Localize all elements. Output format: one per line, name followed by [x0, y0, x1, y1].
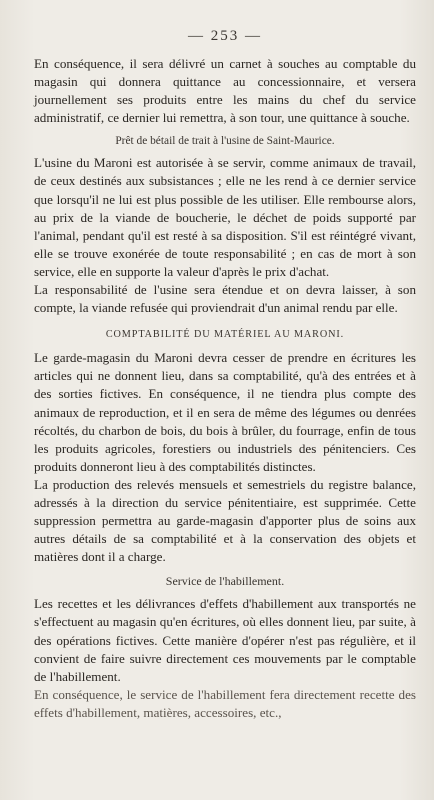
section-heading-materiel-accounting: COMPTABILITÉ DU MATÉRIEL AU MARONI. [105, 329, 345, 341]
paragraph: La responsabilité de l'usine sera étendue et on devra laisser, à son compte, la viande refusée qui proviendrait d'un animal rendu par elle. [34, 282, 416, 316]
paragraph: L'usine du Maroni est autorisée à se servir, comme animaux de travail, de ceux destinés aux subsistances ; elle ne les rend à ce dernier service que lorsqu'il ne lui est plus possible de les utiliser. Elle rembourse alors, au prix de la viande de boucherie, le déchet de poids supporté par l'animal, pendant qu'il est resté à sa disposition. S'il est réintégré vivant, elle se trouve exonérée de toute responsabilité ; en cas de mort à son service, elle en supporte la valeur d'après le prix d'achat. [34, 155, 416, 279]
paragraph: La production des relevés mensuels et semestriels du registre balance, adressés à la direction du service pénitentiaire, est supprimée. Cette suppression permettra au garde-magasin d'apporter plus de soins aux autres détails de sa comptabilité et à la conservation des objets et matières dont il a charge. [34, 476, 416, 565]
section-heading-livestock-loan: Prêt de bétail de trait à l'usine de Saint-Maurice. [115, 135, 335, 148]
paragraph: Les recettes et les délivrances d'effets d'habillement aux transportés ne s'effectuent au magasin qu'en écritures, où elles donnent lieu, par suite, à des opérations fictives. Cette manière d'opérer n'est pas régulière, et il convient de faire suivre directement ces mouvements par le comptable de l'habillement. [34, 596, 416, 684]
page-number: — 253 — [188, 28, 262, 44]
paragraph: En conséquence, il sera délivré un carnet à souches au comptable du magasin qui donnera quittance au concessionnaire, et versera journellement ses produits entre les mains du chef du service administratif, ce dernier lui remettra, à son tour, une quittance à souche. [34, 56, 416, 126]
paragraph: Le garde-magasin du Maroni devra cesser de prendre en écritures les articles qui ne donnent lieu, dans sa comptabilité, qu'à des entrées et à des sorties fictives. En conséquence, il ne tiendra plus compte des animaux de reproduction, et il en sera de même des légumes ou denrées récoltés, du charbon de bois, du bois à brûler, du fourrage, enfin de tous les produits agricoles, forestiers ou industriels des pénitenciers. Ces produits donneront lieu à des comptabilités distinctes. [34, 350, 416, 474]
section-heading-clothing-service: Service de l'habillement. [165, 574, 285, 589]
paragraph: En conséquence, le service de l'habillement fera directement recette des effets d'habillement, matières, accessoires, etc., [34, 686, 416, 720]
